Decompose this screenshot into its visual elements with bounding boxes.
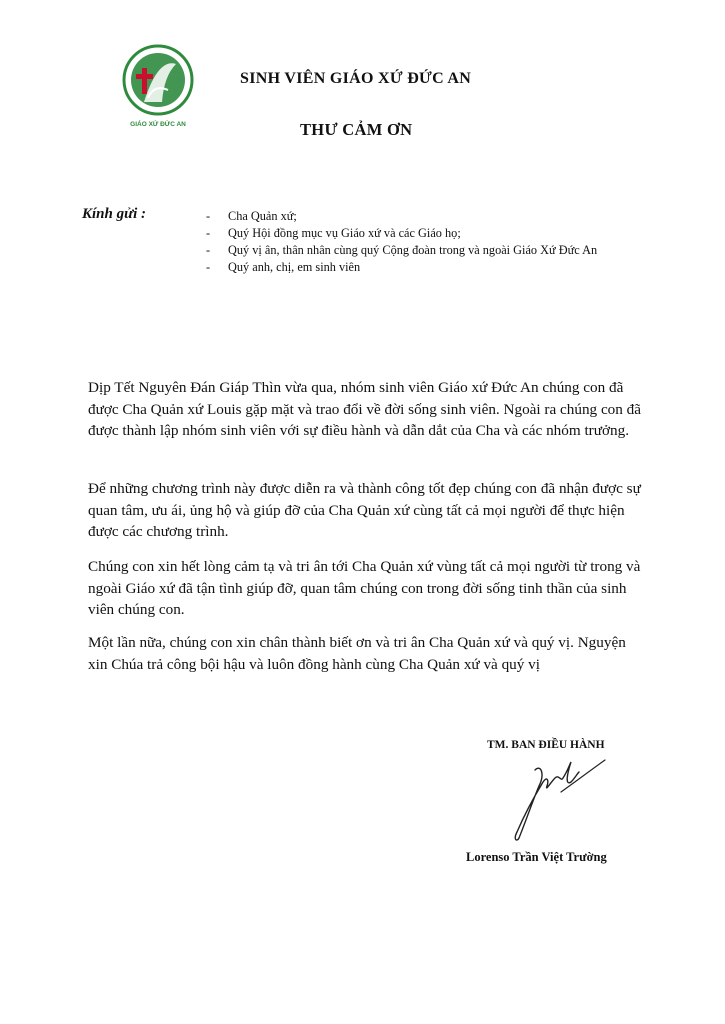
recipient-text: Cha Quản xứ; xyxy=(228,209,297,223)
signer-name: Lorenso Trần Việt Trường xyxy=(466,850,607,864)
body-paragraph xyxy=(88,556,648,621)
list-dash: - xyxy=(206,209,211,223)
recipient-item xyxy=(206,225,597,242)
paragraph-text: Để những chương trình này được diễn ra và thành công tốt đẹp chúng con đã nhận được sự quan tâm, ưu ái, ủng hộ và giúp đỡ của Cha Quản xứ cùng tất cả mọi người để thực hiện được các chương trình. xyxy=(88,480,641,540)
organization-name: SINH VIÊN GIÁO XỨ ĐỨC AN xyxy=(240,70,472,87)
recipient-item xyxy=(206,259,597,276)
list-dash: - xyxy=(206,243,211,257)
list-dash: - xyxy=(206,226,211,240)
recipient-text: Quý anh, chị, em sinh viên xyxy=(228,260,361,274)
recipient-list xyxy=(206,208,597,276)
signature-title: TM. BAN ĐIỀU HÀNH xyxy=(487,739,605,751)
recipient-item xyxy=(206,208,597,225)
recipient-text: Quý vị ân, thân nhân cùng quý Cộng đoàn trong và ngoài Giáo Xứ Đức An xyxy=(228,243,598,257)
recipient-item xyxy=(206,242,597,259)
document-title: THƯ CẢM ƠN xyxy=(300,120,413,139)
parish-logo xyxy=(118,44,198,130)
salutation-label: Kính gửi : xyxy=(82,206,147,222)
paragraph-text: Dịp Tết Nguyên Đán Giáp Thìn vừa qua, nhóm sinh viên Giáo xứ Đức An chúng con đã được Cha Quản xứ Louis gặp mặt và trao đổi về đời sống sinh viên. Ngoài ra chúng con đã được thành lập nhóm sinh viên với sự điều hành và dẫn dắt của Cha và các nhóm trưởng. xyxy=(88,379,642,439)
body-paragraph xyxy=(88,632,648,675)
list-dash: - xyxy=(206,260,211,274)
recipient-text: Quý Hội đồng mục vụ Giáo xứ và các Giáo họ; xyxy=(228,226,461,240)
body-paragraph xyxy=(88,377,648,442)
handwritten-signature xyxy=(505,752,615,848)
body-paragraph xyxy=(88,478,648,543)
paragraph-text: Chúng con xin hết lòng cảm tạ và tri ân tới Cha Quản xứ vùng tất cả mọi người từ trong và ngoài Giáo xứ đã tận tình giúp đỡ, quan tâm chúng con trong đời sống tinh thần của sinh viên chúng con. xyxy=(88,558,641,618)
paragraph-text: Một lần nữa, chúng con xin chân thành biết ơn và tri ân Cha Quản xứ và quý vị. Nguyện xin Chúa trả công bội hậu và luôn đồng hành cùng Cha Quản xứ và quý vị xyxy=(88,634,626,673)
logo-text: GIÁO XỨ ĐỨC AN xyxy=(130,121,186,128)
